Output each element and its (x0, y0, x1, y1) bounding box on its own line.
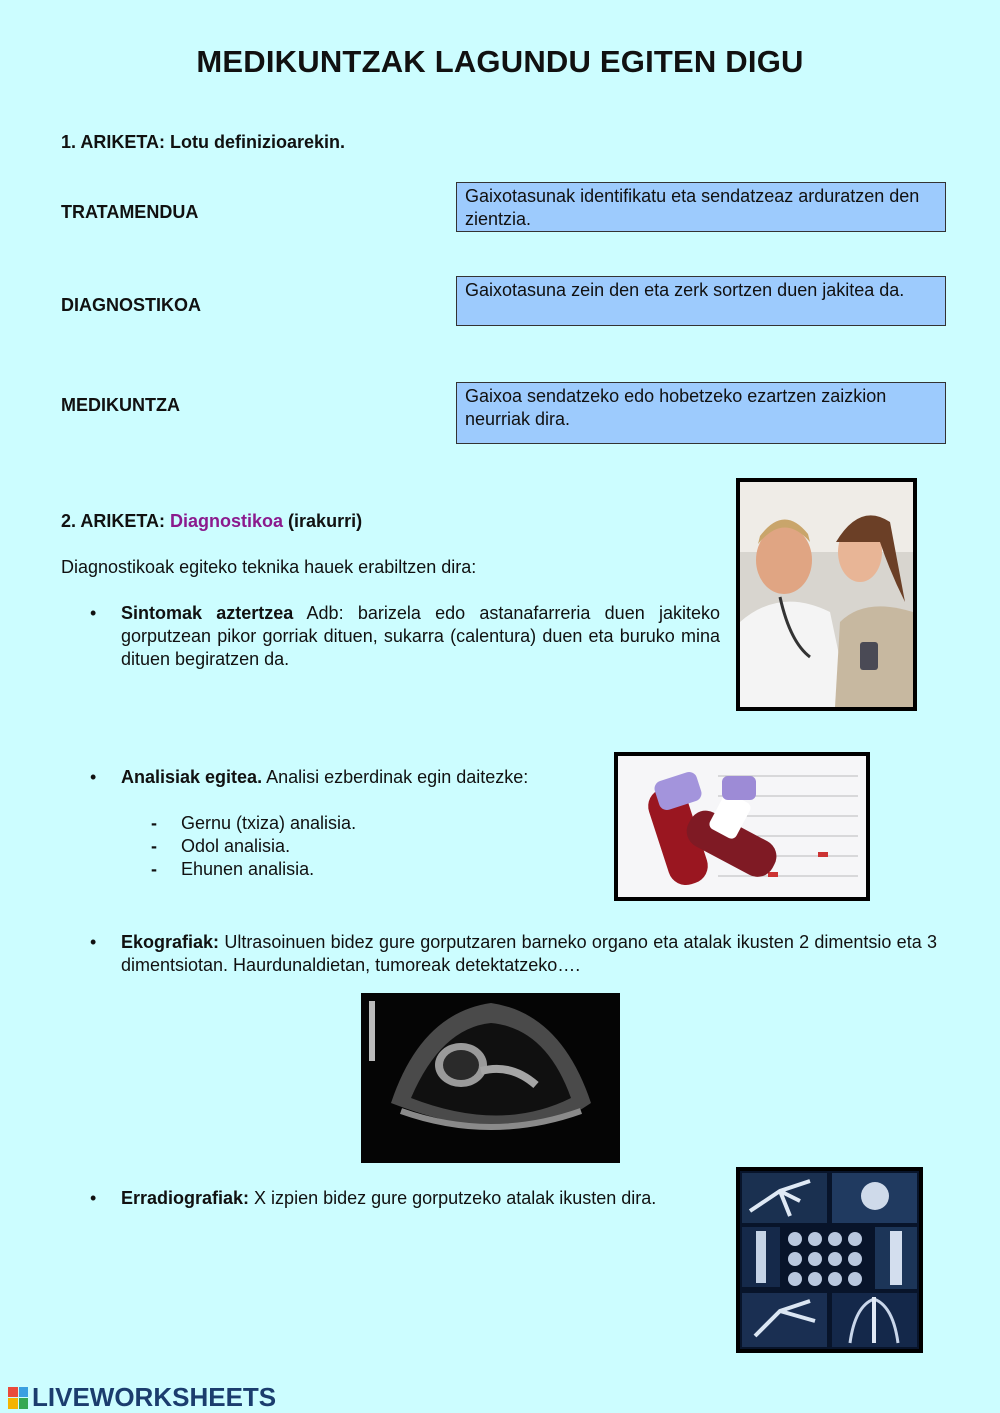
analysis-item: Gernu (txiza) analisia. (181, 813, 357, 833)
symptoms-text: Adb: barizela edo astanafarreria duen jakiteko gorputzean pikor gorriak dituen, sukarra (calentura) duen eta buruko mina dituen begiratzen da. (121, 603, 720, 669)
exercise2-intro: Diagnostikoak egiteko teknika hauek erabiltzen dira: (61, 557, 477, 577)
xray-collage-photo (736, 1167, 923, 1353)
doctor-patient-photo (736, 478, 917, 711)
bullet-icon: • (90, 1188, 97, 1208)
term-medikuntza[interactable]: MEDIKUNTZA (61, 395, 180, 415)
xray-list (90, 1187, 730, 1210)
xray-text: X izpien bidez gure gorputzeko atalak ikusten dira. (249, 1188, 657, 1208)
definition-box-1[interactable]: Gaixotasunak identifikatu eta sendatzeaz arduratzen den zientzia. (456, 182, 946, 232)
list-item-analyses (90, 766, 610, 789)
exercise2-heading-prefix: 2. ARIKETA: (61, 511, 171, 531)
exercise2-heading-highlight: Diagnostikoa (170, 511, 284, 531)
exercise2-heading (61, 511, 362, 532)
blood-tubes-photo (614, 752, 870, 901)
analyses-text: Analisi ezberdinak egin daitezke: (262, 767, 529, 787)
definition-box-3[interactable]: Gaixoa sendatzeko edo hobetzeko ezartzen zaizkion neurriak dira. (456, 382, 946, 444)
ultrasound-text: Ultrasoinuen bidez gure gorputzaren barneko organo eta atalak ikusten 2 dimentsio eta 3 dimentsiotan. Haurdunaldietan, tumoreak detektatzeko…. (121, 932, 937, 975)
bullet-icon: • (90, 603, 97, 623)
exercise1-heading: 1. ARIKETA: Lotu definizioarekin. (61, 132, 346, 152)
analysis-item: Odol analisia. (181, 836, 291, 856)
dash-icon: - (151, 813, 157, 833)
ultrasound-image (361, 993, 620, 1163)
list-item-ultrasound (90, 931, 937, 977)
list-item (151, 835, 356, 858)
list-item-symptoms (90, 602, 720, 671)
analyses-list (90, 766, 610, 789)
list-item-xray (90, 1187, 730, 1210)
ultrasound-bold: Ekografiak: (121, 932, 220, 952)
dash-icon: - (151, 859, 157, 879)
liveworksheets-logo[interactable] (8, 1382, 276, 1413)
logo-text: LIVEWORKSHEETS (32, 1382, 277, 1412)
term-diagnostikoa[interactable]: DIAGNOSTIKOA (61, 295, 202, 315)
bullet-icon: • (90, 767, 97, 787)
list-item (151, 812, 356, 835)
analysis-item: Ehunen analisia. (181, 859, 315, 879)
exercise2-heading-suffix: (irakurri) (283, 511, 363, 531)
list-item (151, 858, 356, 881)
definition-box-2[interactable]: Gaixotasuna zein den eta zerk sortzen duen jakitea da. (456, 276, 946, 326)
page-title: MEDIKUNTZAK LAGUNDU EGITEN DIGU (196, 44, 804, 79)
symptoms-list (90, 602, 720, 671)
analyses-sublist (151, 812, 356, 881)
symptoms-bold: Sintomak aztertzea (121, 603, 294, 623)
dash-icon: - (151, 836, 157, 856)
term-tratamendua[interactable]: TRATAMENDUA (61, 202, 199, 222)
xray-bold: Erradiografiak: (121, 1188, 250, 1208)
logo-icon (8, 1387, 28, 1409)
bullet-icon: • (90, 932, 97, 952)
ultrasound-list (90, 931, 937, 977)
analyses-bold: Analisiak egitea. (121, 767, 263, 787)
